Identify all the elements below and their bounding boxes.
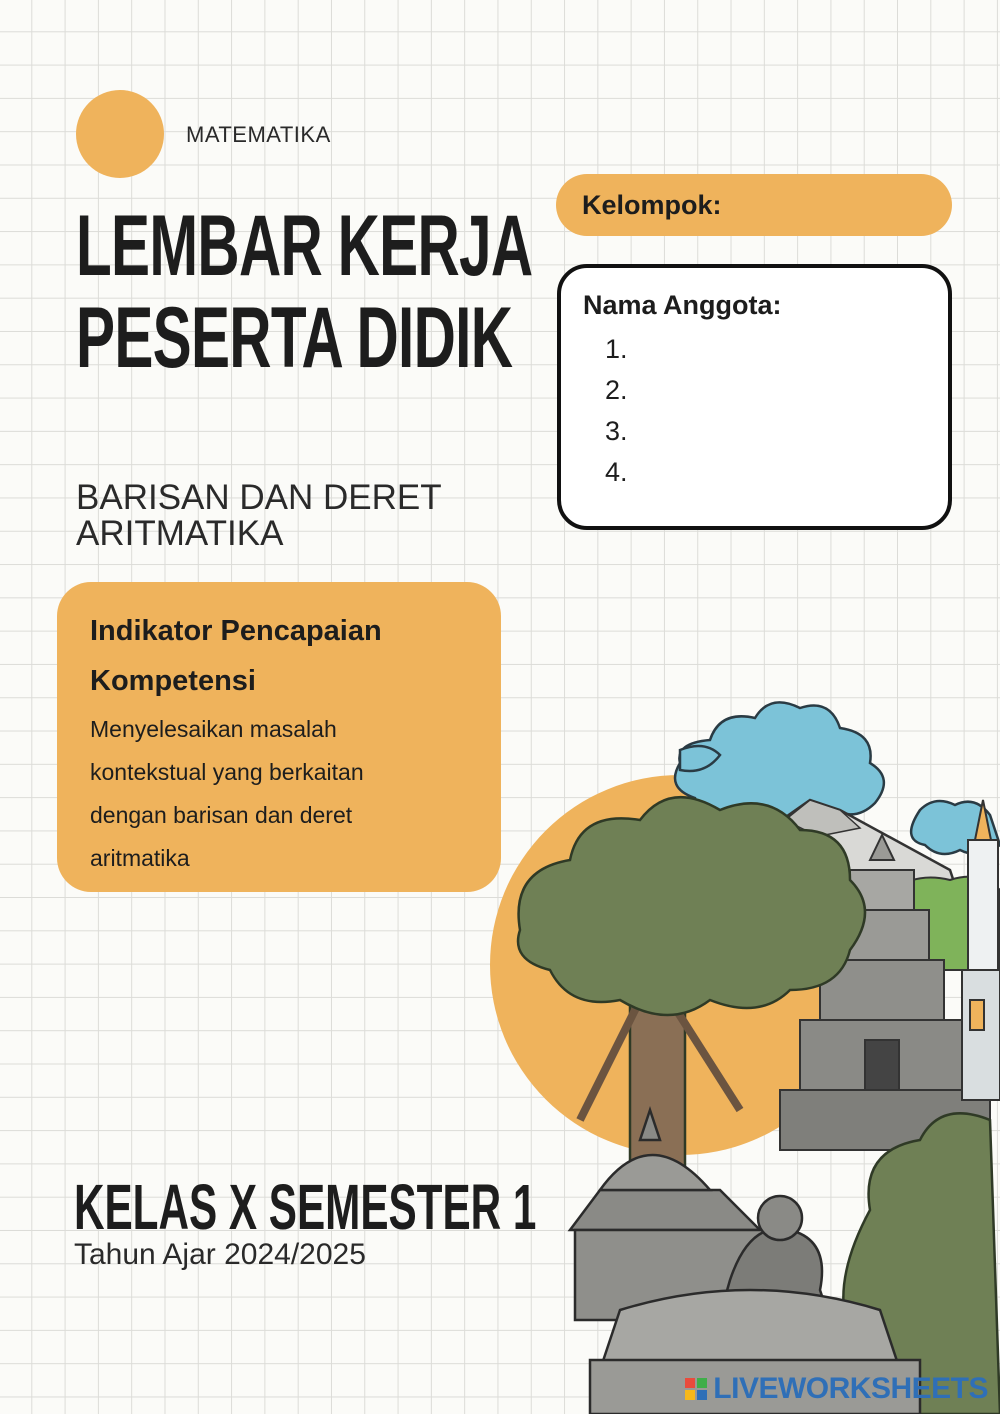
group-label: Kelompok: (582, 189, 722, 220)
indicator-text-line-4: aritmatika (90, 845, 190, 871)
liveworksheets-watermark[interactable] (685, 1372, 988, 1406)
member-row-4[interactable]: 4. (605, 457, 628, 487)
title-line-1: LEMBAR KERJA (76, 198, 533, 294)
indicator-title (90, 606, 481, 706)
indicator-text (90, 708, 481, 880)
school-year-label: Tahun Ajar 2024/2025 (74, 1238, 366, 1271)
indicator-box (57, 582, 501, 892)
topic-line-1: BARISAN DAN DERET (76, 478, 442, 517)
member-row-1[interactable]: 1. (605, 334, 628, 364)
page-title (76, 200, 538, 384)
monument-icon (962, 800, 1000, 1100)
volcano-temple-trees-illustration (480, 670, 1000, 1414)
member-row-3[interactable]: 3. (605, 416, 628, 446)
title-line-2: PESERTA DIDIK (76, 290, 513, 386)
indicator-text-line-1: Menyelesaikan masalah (90, 716, 337, 742)
decorative-circle (76, 90, 164, 178)
liveworksheets-logo-icon (685, 1378, 707, 1400)
indicator-text-line-3: dengan barisan dan deret (90, 802, 353, 828)
topic-heading (76, 480, 516, 552)
indicator-title-line-1: Indikator Pencapaian (90, 615, 382, 647)
indicator-title-line-2: Kompetensi (90, 665, 256, 697)
subject-label: MATEMATIKA (186, 122, 331, 147)
class-semester-label: KELAS X SEMESTER 1 (74, 1171, 537, 1243)
members-title: Nama Anggota: (583, 290, 782, 320)
member-row-2[interactable]: 2. (605, 375, 628, 405)
members-box (557, 264, 952, 530)
topic-line-2: ARITMATIKA (76, 514, 284, 553)
group-field[interactable] (556, 174, 952, 236)
watermark-text: LIVEWORKSHEETS (713, 1372, 988, 1405)
indicator-text-line-2: kontekstual yang berkaitan (90, 759, 364, 785)
